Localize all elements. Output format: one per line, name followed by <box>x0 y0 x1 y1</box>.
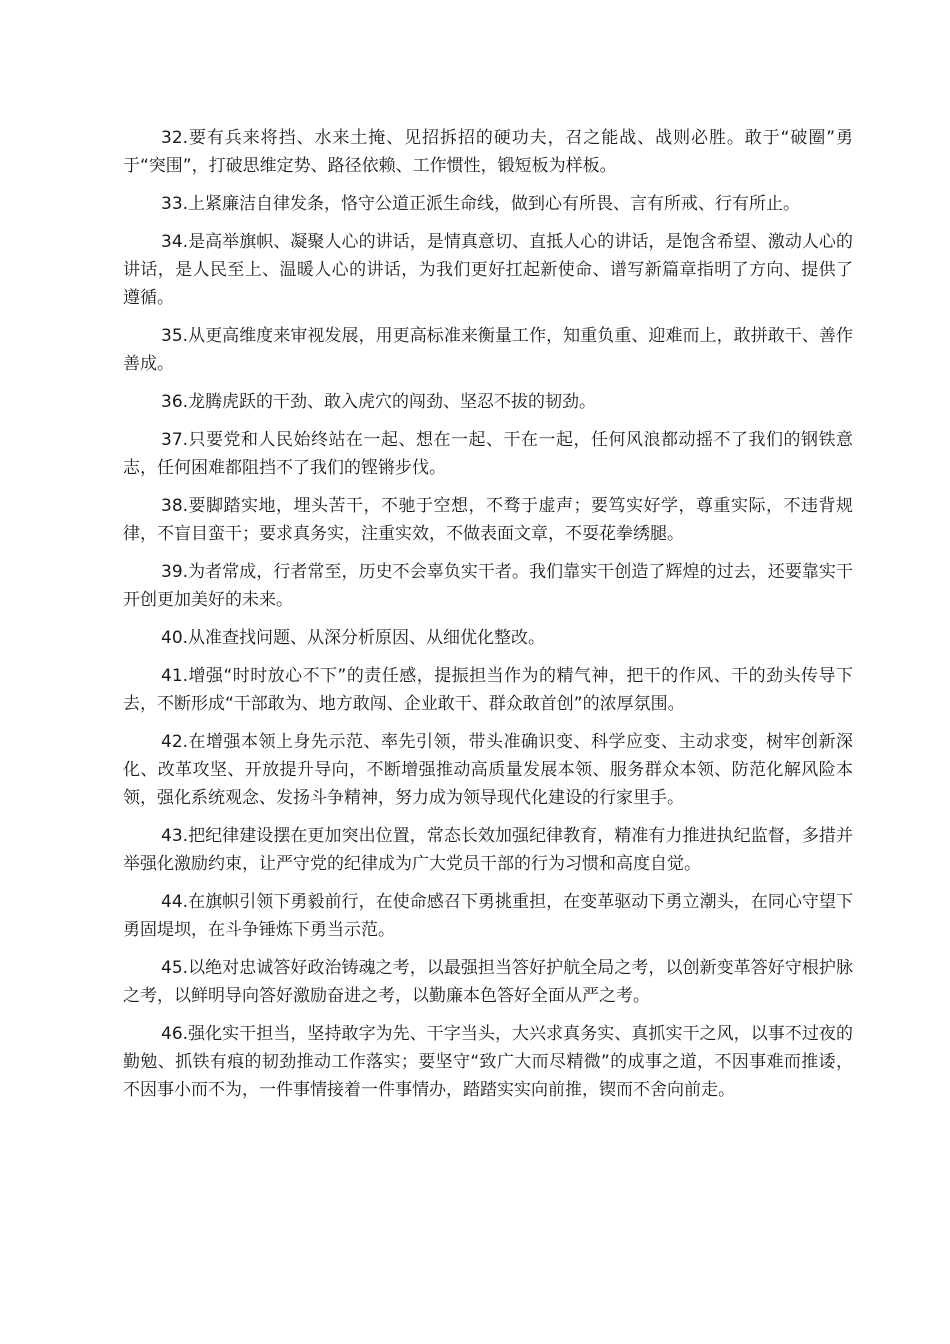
paragraph-40: 40.从准查找问题、从深分析原因、从细优化整改。 <box>161 628 546 648</box>
paragraph-39: 39.为者常成，行者常至，历史不会辜负实干者。我们靠实干创造了辉煌的过去，还要靠实干开创更加美好的未来。 <box>123 562 853 610</box>
paragraph-46: 46.强化实干担当，坚持敢字为先、干字当头，大兴求真务实、真抓实干之风，以事不过夜的勤勉、抓铁有痕的韧劲推动工作落实；要坚守“致广大而尽精微”的成事之道，不因事难而推诿，不因事小而不为，一件事情接着一件事情办，踏踏实实向前推，锲而不舍向前走。 <box>123 1024 853 1100</box>
paragraph-37: 37.只要党和人民始终站在一起、想在一起、干在一起，任何风浪都动摇不了我们的钢铁意志，任何困难都阻挡不了我们的铿锵步伐。 <box>123 430 853 478</box>
paragraph-33: 33.上紧廉洁自律发条，恪守公道正派生命线，做到心有所畏、言有所戒、行有所止。 <box>161 194 801 214</box>
paragraph-38: 38.要脚踏实地，埋头苦干，不驰于空想，不骛于虚声；要笃实好学，尊重实际，不违背规律，不盲目蛮干；要求真务实，注重实效，不做表面文章，不耍花拳绣腿。 <box>123 496 853 544</box>
paragraph-42: 42.在增强本领上身先示范、率先引领，带头准确识变、科学应变、主动求变，树牢创新深化、改革攻坚、开放提升导向，不断增强推动高质量发展本领、服务群众本领、防范化解风险本领，强化系统观念、发扬斗争精神，努力成为领导现代化建设的行家里手。 <box>123 732 853 808</box>
paragraph-32: 32.要有兵来将挡、水来土掩、见招拆招的硬功夫，召之能战、战则必胜。敢于“破圈”勇于“突围”，打破思维定势、路径依赖、工作惯性，锻短板为样板。 <box>123 128 853 176</box>
paragraph-34: 34.是高举旗帜、凝聚人心的讲话，是情真意切、直抵人心的讲话，是饱含希望、激动人心的讲话，是人民至上、温暖人心的讲话，为我们更好扛起新使命、谱写新篇章指明了方向、提供了遵循。 <box>123 232 853 308</box>
paragraph-43: 43.把纪律建设摆在更加突出位置，常态长效加强纪律教育，精准有力推进执纪监督，多措并举强化激励约束，让严守党的纪律成为广大党员干部的行为习惯和高度自觉。 <box>123 826 853 874</box>
paragraph-35: 35.从更高维度来审视发展，用更高标准来衡量工作，知重负重、迎难而上，敢拼敢干、善作善成。 <box>123 326 853 374</box>
paragraph-36: 36.龙腾虎跃的干劲、敢入虎穴的闯劲、坚忍不拔的韧劲。 <box>161 392 597 412</box>
paragraph-41: 41.增强“时时放心不下”的责任感，提振担当作为的精气神，把干的作风、干的劲头传导下去，不断形成“干部敢为、地方敢闯、企业敢干、群众敢首创”的浓厚氛围。 <box>123 666 853 714</box>
paragraph-44: 44.在旗帜引领下勇毅前行，在使命感召下勇挑重担，在变革驱动下勇立潮头，在同心守望下勇固堤坝，在斗争锤炼下勇当示范。 <box>123 892 853 940</box>
paragraph-45: 45.以绝对忠诚答好政治铸魂之考，以最强担当答好护航全局之考，以创新变革答好守根护脉之考，以鲜明导向答好激励奋进之考，以勤廉本色答好全面从严之考。 <box>123 958 853 1006</box>
document-body <box>123 124 853 1114</box>
